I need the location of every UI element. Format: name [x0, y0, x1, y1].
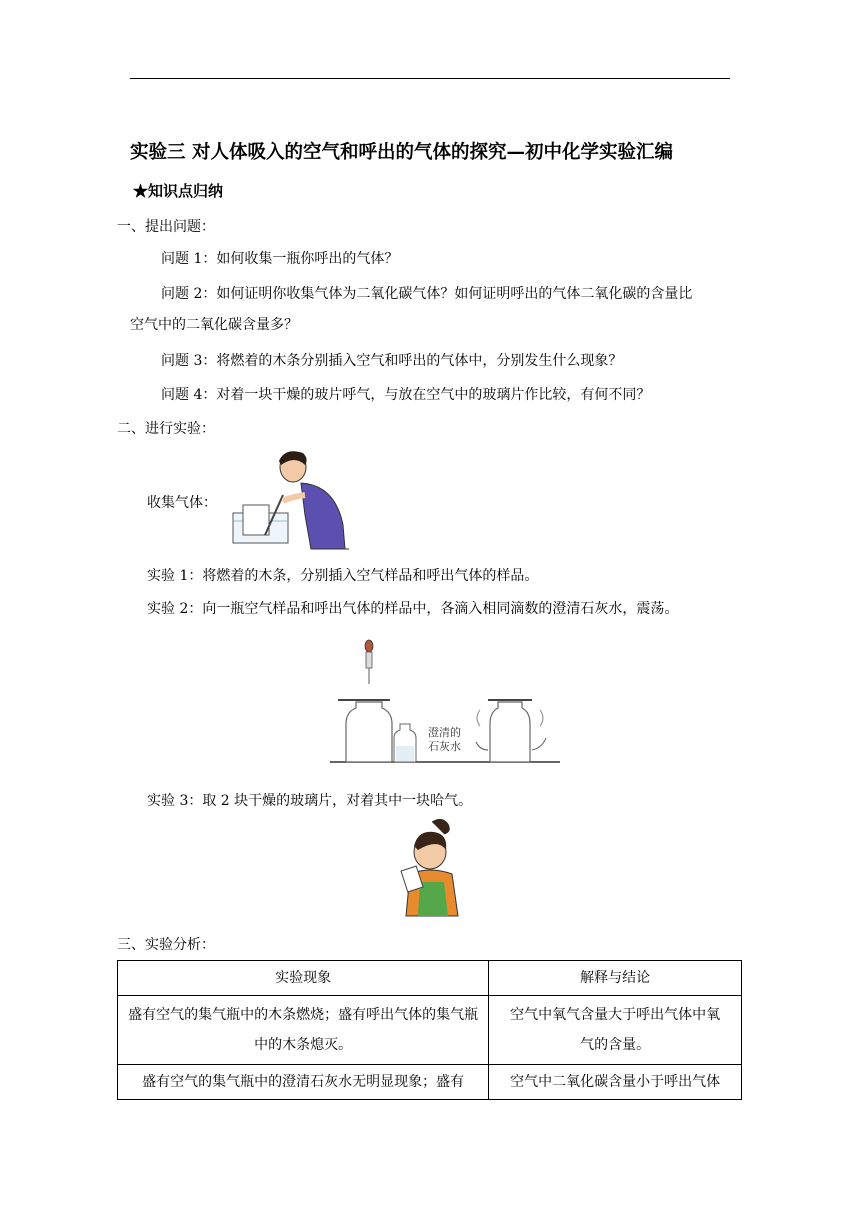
breathing-on-glass-illustration — [398, 816, 466, 918]
question-2-line2: 空气中的二氧化碳含量多？ — [130, 317, 298, 333]
header-rule — [130, 78, 730, 79]
limewater-bottles-illustration — [330, 638, 560, 766]
question-3: 问题 3：将燃着的木条分别插入空气和呼出的气体中，分别发生什么现象？ — [161, 353, 623, 369]
table-row — [118, 996, 742, 1065]
table-header-cell: 实验现象 — [118, 961, 489, 996]
experiment-3: 实验 3：取 2 块干燥的玻璃片，对着其中一块哈气。 — [147, 793, 473, 809]
question-1: 问题 1：如何收集一瓶你呼出的气体？ — [161, 251, 399, 267]
limewater-label-line1: 澄清的 — [428, 726, 461, 739]
question-4: 问题 4：对着一块干燥的玻片呼气，与放在空气中的玻璃片作比较，有何不同？ — [161, 387, 651, 403]
collect-gas-label: 收集气体： — [147, 495, 217, 511]
table-header-row — [118, 961, 742, 996]
question-2-line1: 问题 2：如何证明你收集气体为二氧化碳气体？如何证明呼出的气体二氧化碳的含量比 — [161, 286, 693, 302]
table-header-cell: 解释与结论 — [489, 961, 742, 996]
analysis-table — [117, 960, 742, 1100]
table-cell: 盛有空气的集气瓶中的木条燃烧；盛有呼出气体的集气瓶中的木条熄灭。 — [118, 996, 489, 1065]
experiment-2: 实验 2：向一瓶空气样品和呼出气体的样品中，各滴入相同滴数的澄清石灰水，震荡。 — [147, 601, 679, 617]
limewater-label-line2: 石灰水 — [428, 740, 461, 753]
knowledge-summary-heading: ★知识点归纳 — [133, 182, 224, 200]
table-cell: 空气中二氧化碳含量小于呼出气体 — [489, 1065, 742, 1100]
table-row — [118, 1065, 742, 1100]
section1-heading: 一、提出问题： — [117, 219, 215, 235]
table-cell: 空气中氧气含量大于呼出气体中氧气的含量。 — [489, 996, 742, 1065]
collect-gas-illustration — [225, 445, 355, 553]
section3-heading: 三、实验分析： — [117, 937, 215, 953]
table-cell: 盛有空气的集气瓶中的澄清石灰水无明显现象；盛有 — [118, 1065, 489, 1100]
page-title: 实验三 对人体吸入的空气和呼出的气体的探究—初中化学实验汇编 — [130, 142, 673, 163]
experiment-1: 实验 1：将燃着的木条，分别插入空气样品和呼出气体的样品。 — [147, 568, 539, 584]
section2-heading: 二、进行实验： — [117, 421, 215, 437]
